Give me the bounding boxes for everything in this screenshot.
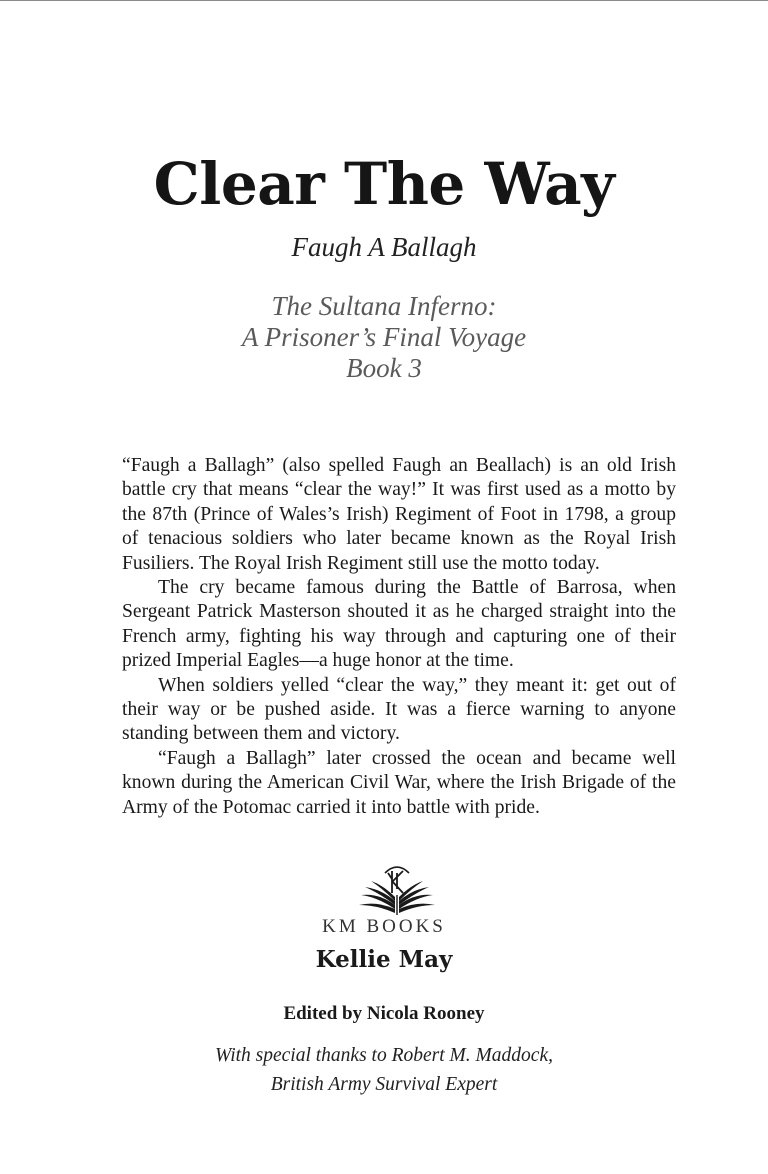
- editor-credit: Edited by Nicola Rooney: [283, 1003, 485, 1024]
- series-line-3: Book 3: [346, 353, 422, 383]
- logo-right-pages: [399, 881, 435, 913]
- acknowledgement-line-2: British Army Survival Expert: [270, 1074, 498, 1095]
- logo-monogram: [388, 871, 403, 893]
- publisher-logo-graphic: [355, 859, 439, 919]
- paragraph-3: When soldiers yelled “clear the way,” they meant it: get out of their way or be pushed aside. It was a fierce warning to anyone standing between them and victory.: [122, 674, 676, 745]
- acknowledgement: [0, 1041, 768, 1099]
- author-name: Kellie May: [315, 946, 453, 973]
- introduction-text: [122, 454, 676, 820]
- logo-left-pages: [359, 881, 395, 913]
- acknowledgement-line-1: With special thanks to Robert M. Maddock,: [215, 1045, 553, 1066]
- paragraph-2: The cry became famous during the Battle of Barrosa, when Sergeant Patrick Masterson shouted it as he charged straight into the French army, fighting his way through and capturing one of their prized Imperial Eagles—a huge honor at the time.: [122, 577, 676, 672]
- series-line-1: The Sultana Inferno:: [271, 291, 497, 321]
- book-title: Clear The Way: [153, 150, 615, 218]
- open-book-logo-icon: [355, 859, 439, 919]
- paragraph-4: “Faugh a Ballagh” later crossed the ocean and became well known during the American Civil War, where the Irish Brigade of the Army of the Potomac carried it into battle with pride.: [122, 747, 676, 818]
- logo-arc: [385, 867, 409, 873]
- series-info: [0, 291, 768, 384]
- book-subtitle: Faugh A Ballagh: [291, 232, 477, 262]
- publisher-name: KM BOOKS: [322, 916, 446, 937]
- paragraph-1: “Faugh a Ballagh” (also spelled Faugh an Beallach) is an old Irish battle cry that means “clear the way!” It was first used as a motto by the 87th (Prince of Wales’s Irish) Regiment of Foot in 1798, a group of tenacious soldiers who later became known as the Royal Irish Fusiliers. The Royal Irish Regiment still use the motto today.: [122, 455, 676, 574]
- series-line-2: A Prisoner’s Final Voyage: [241, 322, 527, 352]
